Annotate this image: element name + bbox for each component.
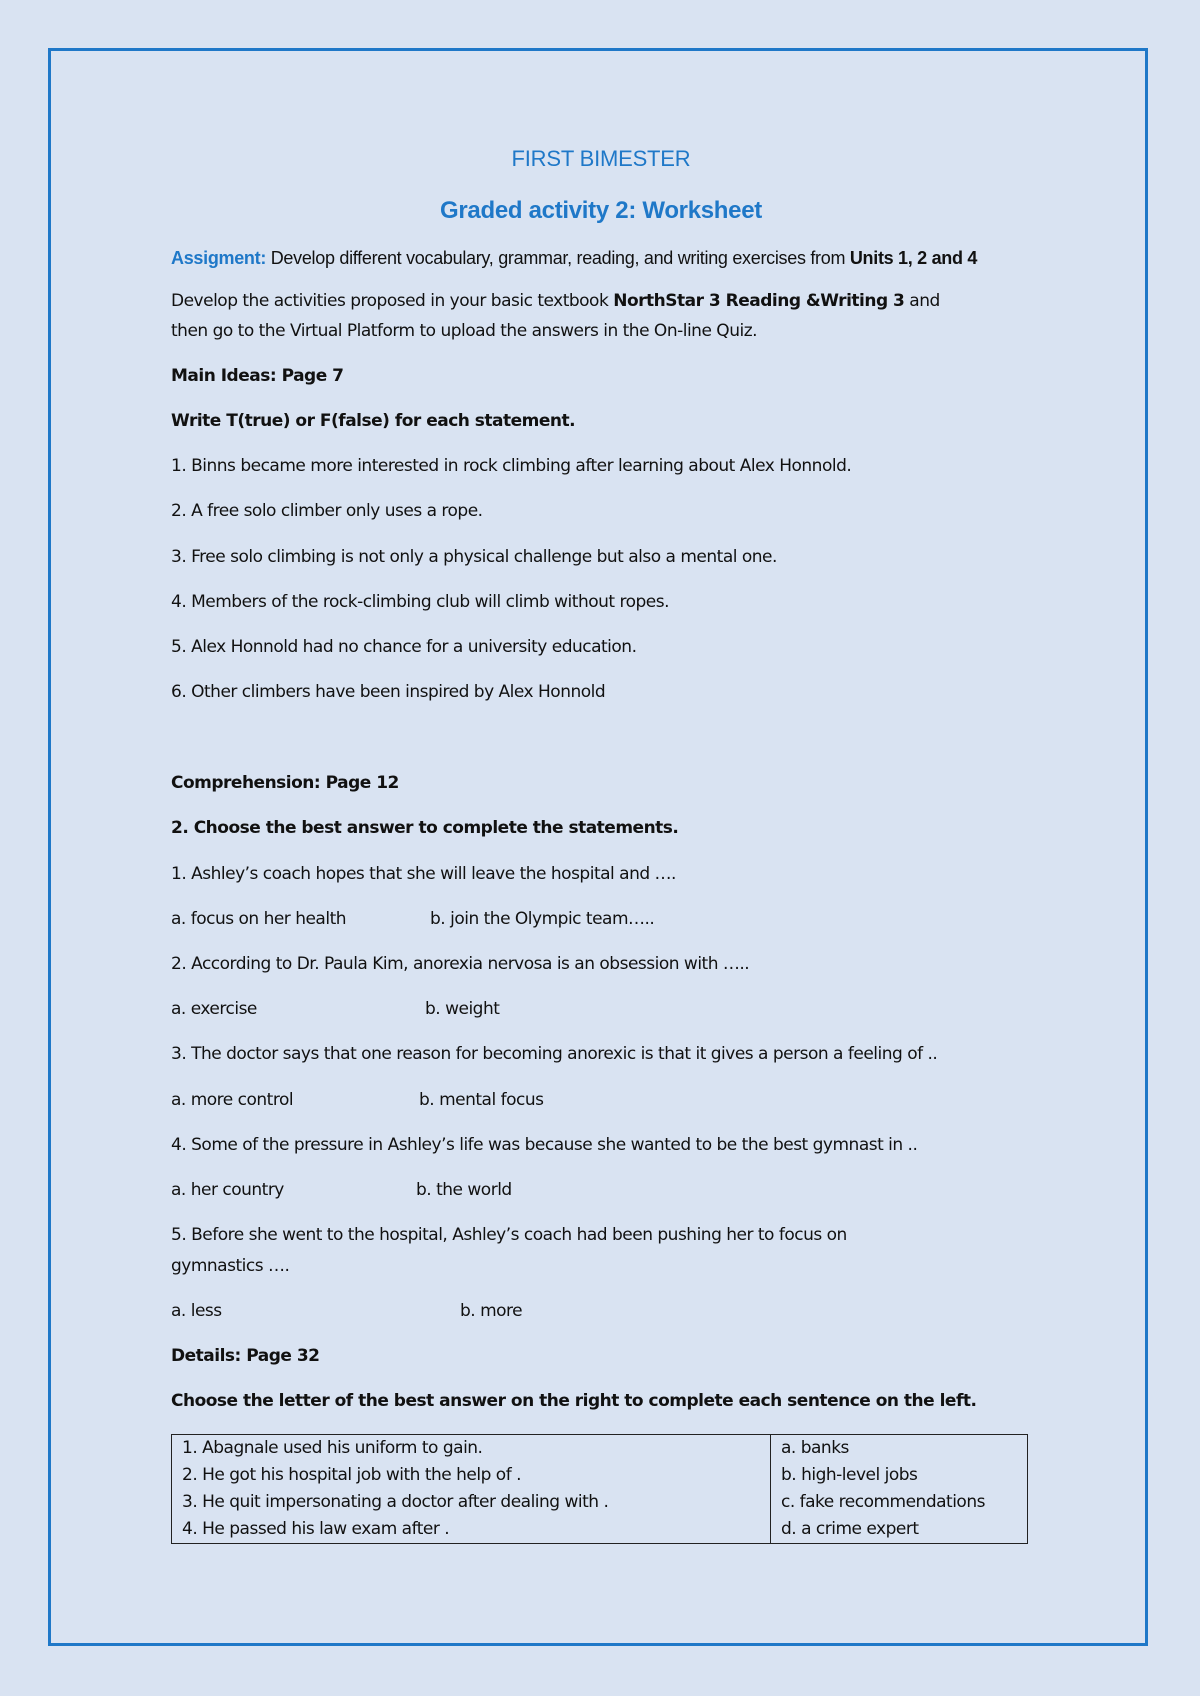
intro-line-1 xyxy=(171,291,940,311)
q5-option-b: b. more xyxy=(460,1301,523,1321)
details-heading: Details: Page 32 xyxy=(171,1346,320,1366)
table-cell-right: c. fake recommendations xyxy=(771,1489,1028,1516)
comprehension-heading: Comprehension: Page 12 xyxy=(171,773,399,793)
table-cell-left: 3. He quit impersonating a doctor after dealing with . xyxy=(172,1489,771,1516)
question-1: 1. Ashley’s coach hopes that she will leave the hospital and …. xyxy=(171,864,676,884)
main-ideas-instruction: Write T(true) or F(false) for each statement. xyxy=(171,411,576,431)
table-row xyxy=(172,1516,1028,1544)
statement-item: 2. A free solo climber only uses a rope. xyxy=(171,501,483,521)
page-title: FIRST BIMESTER xyxy=(511,146,691,171)
table-row xyxy=(172,1489,1028,1516)
q1-option-a: a. focus on her health xyxy=(171,909,347,929)
table-cell-right: a. banks xyxy=(771,1435,1028,1463)
q4-option-b: b. the world xyxy=(416,1180,512,1200)
assignment-text: Develop different vocabulary, grammar, reading, and writing exercises from xyxy=(266,248,850,268)
q1-option-b: b. join the Olympic team….. xyxy=(430,909,655,929)
q3-option-a: a. more control xyxy=(171,1090,294,1110)
question-3: 3. The doctor says that one reason for becoming anorexic is that it gives a person a feeling of .. xyxy=(171,1044,938,1064)
question-4: 4. Some of the pressure in Ashley’s life was because she wanted to be the best gymnast in .. xyxy=(171,1135,918,1155)
table-cell-left: 1. Abagnale used his uniform to gain. xyxy=(172,1435,771,1463)
comprehension-instruction: 2. Choose the best answer to complete the statements. xyxy=(171,818,679,838)
intro-text-1: Develop the activities proposed in your basic textbook xyxy=(171,291,614,311)
q3-option-b: b. mental focus xyxy=(419,1090,544,1110)
intro-line-2: then go to the Virtual Platform to upload the answers in the On-line Quiz. xyxy=(171,321,758,341)
intro-text-2: and xyxy=(904,291,940,311)
statement-item: 5. Alex Honnold had no chance for a university education. xyxy=(171,637,637,657)
statement-item: 6. Other climbers have been inspired by Alex Honnold xyxy=(171,682,606,702)
q4-option-a: a. her country xyxy=(171,1180,284,1200)
assignment-label: Assigment: xyxy=(171,248,267,268)
table-row xyxy=(172,1462,1028,1489)
table-row xyxy=(172,1435,1028,1463)
details-instruction: Choose the letter of the best answer on the right to complete each sentence on the left. xyxy=(171,1391,977,1411)
table-cell-right: b. high-level jobs xyxy=(771,1462,1028,1489)
q2-option-a: a. exercise xyxy=(171,999,257,1019)
main-ideas-heading: Main Ideas: Page 7 xyxy=(171,366,344,386)
table-cell-left: 2. He got his hospital job with the help of . xyxy=(172,1462,771,1489)
question-5-line-1: 5. Before she went to the hospital, Ashley’s coach had been pushing her to focus on xyxy=(171,1225,847,1245)
table-cell-right: d. a crime expert xyxy=(771,1516,1028,1544)
statement-item: 1. Binns became more interested in rock climbing after learning about Alex Honnold. xyxy=(171,456,852,476)
assignment-line xyxy=(171,248,977,269)
q5-option-a: a. less xyxy=(171,1301,222,1321)
assignment-units: Units 1, 2 and 4 xyxy=(849,248,978,268)
table-cell-left: 4. He passed his law exam after . xyxy=(172,1516,771,1544)
question-5-line-2: gymnastics …. xyxy=(171,1256,290,1276)
statement-item: 4. Members of the rock-climbing club will climb without ropes. xyxy=(171,592,669,612)
q2-option-b: b. weight xyxy=(425,999,500,1019)
page-subtitle: Graded activity 2: Worksheet xyxy=(440,197,762,224)
question-2: 2. According to Dr. Paula Kim, anorexia nervosa is an obsession with ….. xyxy=(171,954,750,974)
matching-table xyxy=(171,1434,1028,1544)
statement-item: 3. Free solo climbing is not only a physical challenge but also a mental one. xyxy=(171,547,777,567)
textbook-title: NorthStar 3 Reading &Writing 3 xyxy=(613,291,905,311)
